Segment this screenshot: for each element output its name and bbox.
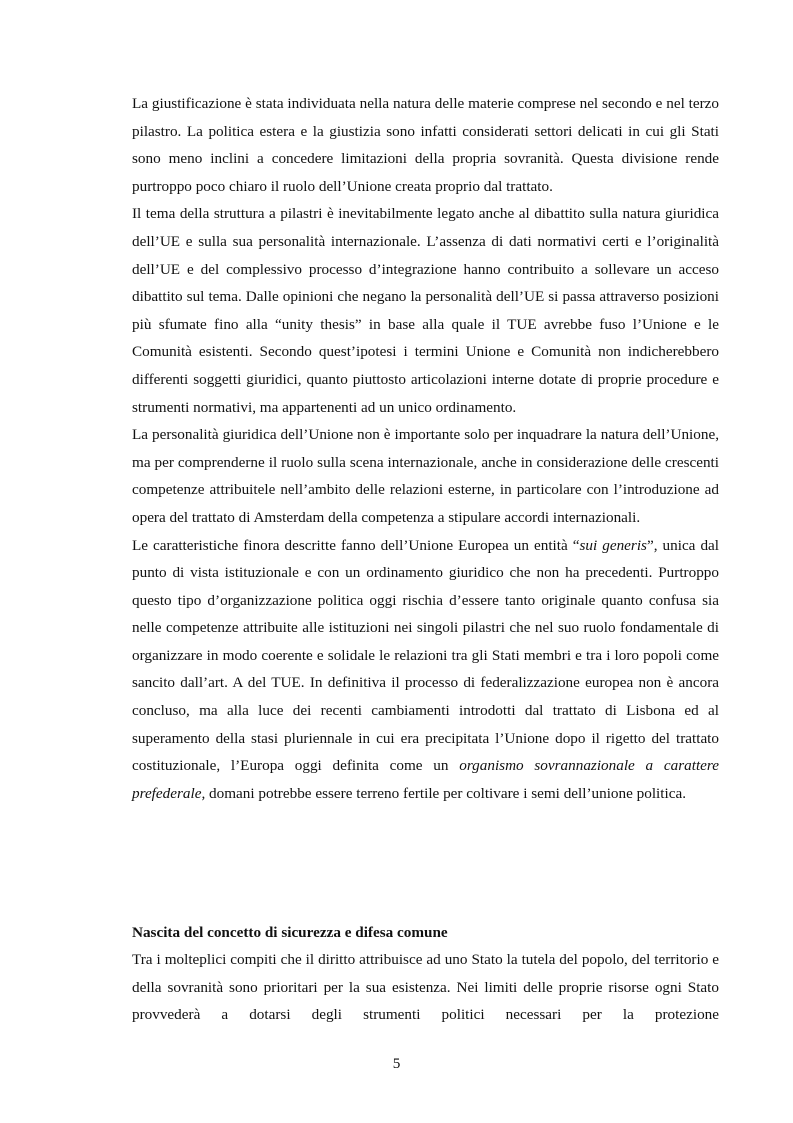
paragraph-4-text-c: domani potrebbe essere terreno fertile per coltivare i semi dell’unione politica. bbox=[205, 784, 686, 802]
paragraph-2: Il tema della struttura a pilastri è inevitabilmente legato anche al dibattito sulla natura giuridica dell’UE e sulla sua personalità internazionale. L’assenza di dati normativi certi e l’originalità dell’UE e del complessivo processo d’integrazione hanno contribuito a sollevare un acceso dibattito sul tema. Dalle opinioni che negano la personalità dell’UE si passa attraverso posizioni più sfumate fino alla “unity thesis” in base alla quale il TUE avrebbe fuso l’Unione e le Comunità esistenti. Secondo quest’ipotesi i termini Unione e Comunità non indicherebbero differenti soggetti giuridici, quanto piuttosto articolazioni interne dotate di proprie procedure e strumenti normativi, ma appartenenti ad un unico ordinamento. bbox=[132, 205, 719, 416]
body-text bbox=[132, 90, 719, 807]
paragraph-4 bbox=[132, 532, 719, 808]
paragraph-3: La personalità giuridica dell’Unione non è importante solo per inquadrare la natura dell’Unione, ma per comprenderne il ruolo sulla scena internazionale, anche in considerazione delle crescenti competenze attribuitele nell’ambito delle relazioni esterne, in particolare con l’introduzione ad opera del trattato di Amsterdam della competenza a stipulare accordi internazionali. bbox=[132, 426, 719, 526]
paragraph-1: La giustificazione è stata individuata nella natura delle materie comprese nel secondo e nel terzo pilastro. La politica estera e la giustizia sono infatti considerati settori delicati in cui gli Stati sono meno inclini a concedere limitazioni della propria sovranità. Questa divisione rende purtroppo poco chiaro il ruolo dell’Unione creata proprio dal trattato. bbox=[132, 95, 719, 195]
paragraph-4-italic-sui-generis: sui generis bbox=[579, 536, 647, 554]
section-paragraph: Tra i molteplici compiti che il diritto attribuisce ad uno Stato la tutela del popolo, del territorio e della sovranità sono prioritari per la sua esistenza. Nei limiti delle proprie risorse ogni Stato provvederà a dotarsi degli strumenti politici necessari per la protezione bbox=[132, 951, 719, 1024]
page-number: 5 bbox=[392, 1055, 401, 1072]
paragraph-4-italic-organismo: organismo sovrannazionale a carattere prefederale, bbox=[132, 757, 719, 802]
section-heading: Nascita del concetto di sicurezza e difesa comune bbox=[132, 924, 448, 941]
section-text bbox=[132, 946, 719, 1029]
paragraph-4-text-b: ”, unica dal punto di vista istituzionale e con un ordinamento giuridico che non ha precedenti. Purtroppo questo tipo d’organizzazione politica oggi rischia d’essere tanto originale quanto confusa sia nelle competenze attribuite alle istituzioni nei singoli pilastri che nel suo ruolo fondamentale di organizzare in modo coerente e solidale le relazioni tra gli Stati membri e tra i loro popoli come sancito dall’art. A del TUE. In definitiva il processo di federalizzazione europea non è ancora concluso, ma alla luce dei recenti cambiamenti introdotti dal trattato di Lisbona ed al superamento della stasi pluriennale in cui era precipitata l’Unione dopo il rigetto del trattato costituzionale, l’Europa oggi definita come un bbox=[132, 536, 719, 775]
paragraph-4-text-a: Le caratteristiche finora descritte fanno dell’Unione Europea un entità “ bbox=[132, 536, 580, 554]
